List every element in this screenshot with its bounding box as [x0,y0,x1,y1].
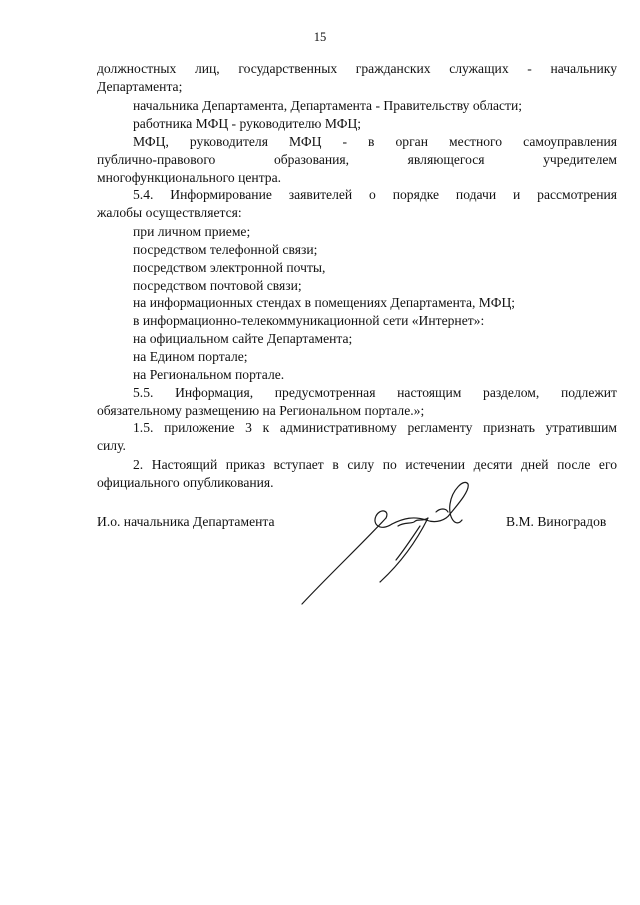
body-line: официального опубликования. [97,475,274,490]
body-line: на Едином портале; [133,349,248,364]
body-line: в информационно-телекоммуникационной сети «Интернет»: [133,313,485,328]
body-line: посредством почтовой связи; [133,278,302,293]
page-number: 15 [313,30,327,44]
body-line: публично-правового образования, являющегося учредителем [97,152,617,167]
body-line: должностных лиц, государственных гражданских служащих - начальнику [97,61,617,76]
body-line: начальника Департамента, Департамента - Правительству области; [133,98,523,113]
body-line: посредством электронной почты, [133,260,326,275]
body-line: на Региональном портале. [133,367,285,382]
signer-position: И.о. начальника Департамента [97,514,275,529]
body-line: на информационных стендах в помещениях Департамента, МФЦ; [133,295,516,310]
body-line: при личном приеме; [133,224,251,239]
body-line: силу. [97,438,126,453]
signer-name: В.М. Виноградов [506,514,607,529]
body-line: посредством телефонной связи; [133,242,318,257]
body-line: 2. Настоящий приказ вступает в силу по истечении десяти дней после его [133,457,617,472]
handwritten-signature [300,478,500,613]
body-line: МФЦ, руководителя МФЦ - в орган местного самоуправления [133,134,617,149]
body-line: 1.5. приложение 3 к административному регламенту признать утратившим [133,420,617,435]
body-line: на официальном сайте Департамента; [133,331,353,346]
body-line: 5.5. Информация, предусмотренная настоящим разделом, подлежит [133,385,617,400]
body-line: жалобы осуществляется: [97,205,242,220]
body-line: Департамента; [97,79,183,94]
body-line: многофункционального центра. [97,170,282,185]
body-line: 5.4. Информирование заявителей о порядке подачи и рассмотрения [133,187,617,202]
body-line: работника МФЦ - руководителю МФЦ; [133,116,362,131]
body-line: обязательному размещению на Региональном портале.»; [97,403,425,418]
